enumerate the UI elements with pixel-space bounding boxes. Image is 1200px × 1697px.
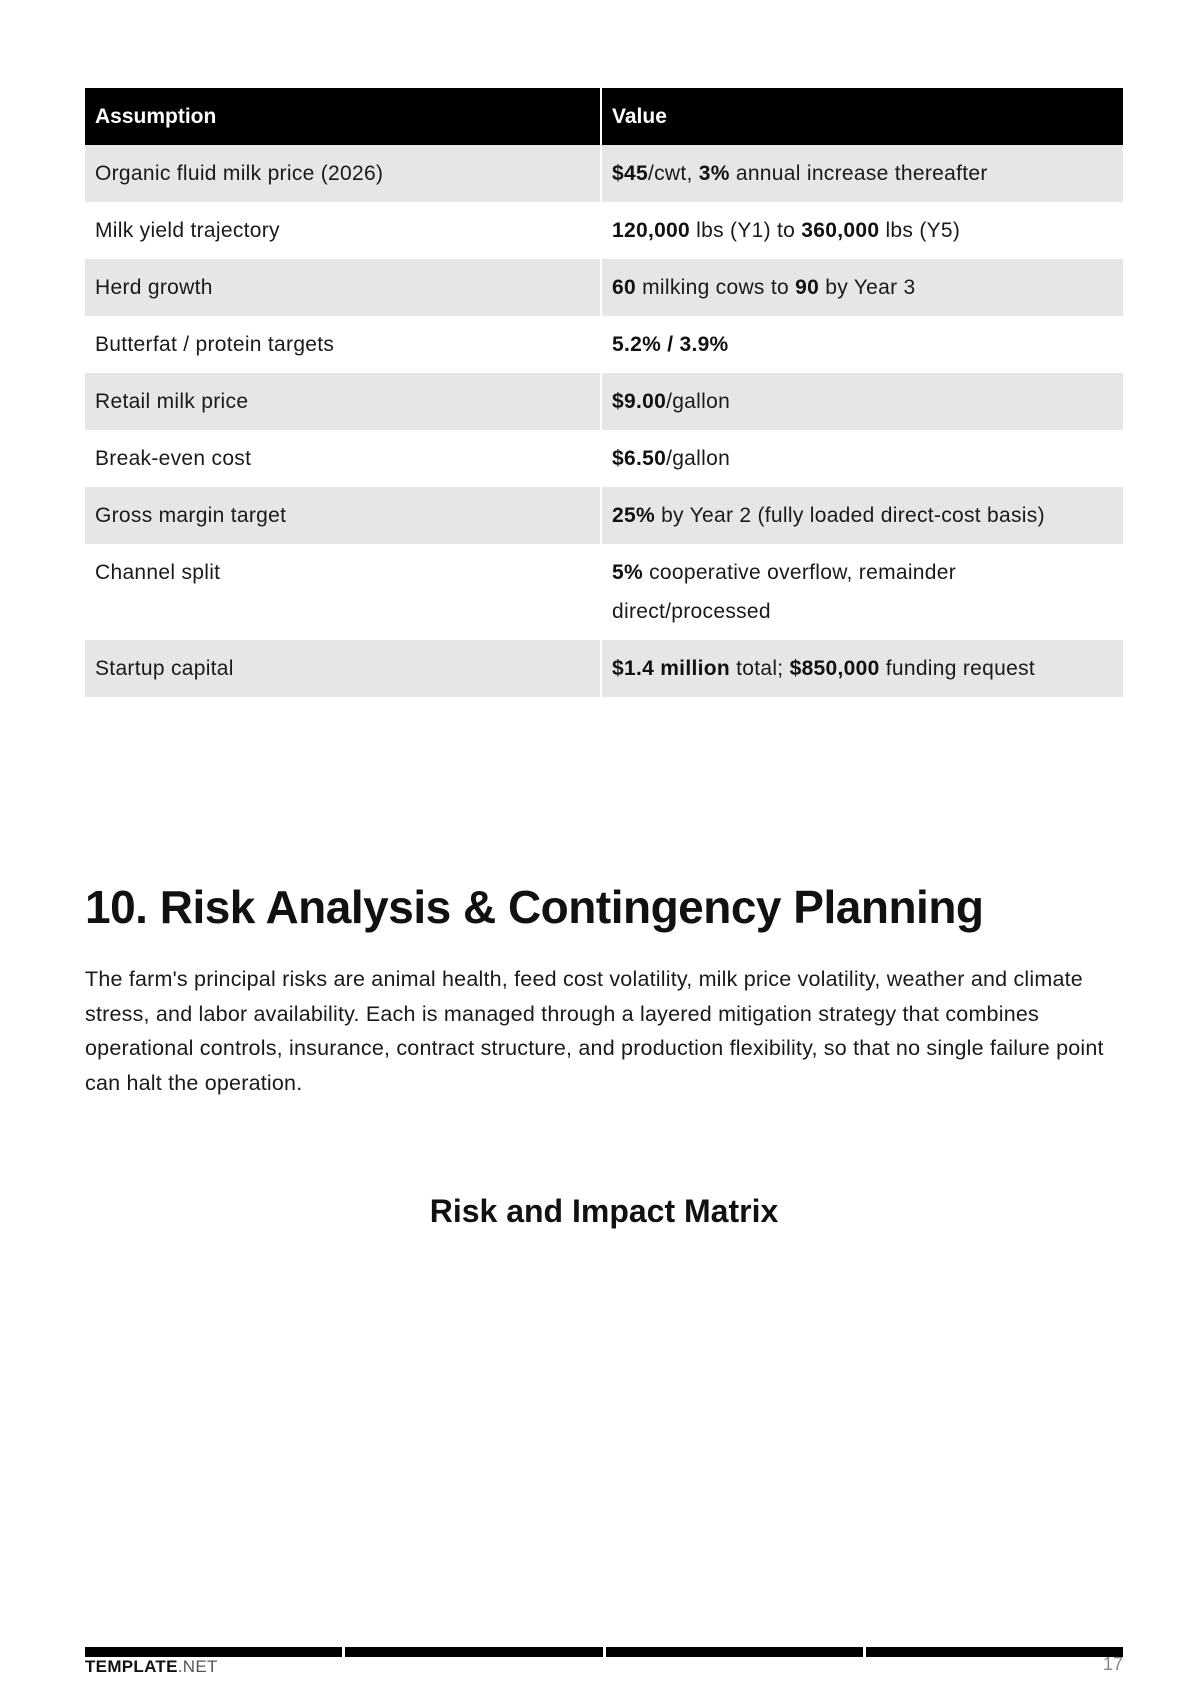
assumptions-table — [85, 88, 1123, 697]
table-row — [85, 259, 1123, 316]
table-body — [85, 145, 1123, 697]
value-cell — [602, 259, 1123, 316]
value-highlight: 5% — [612, 561, 643, 584]
value-highlight: 3% — [698, 162, 730, 185]
value-highlight: $9.00 — [612, 390, 667, 413]
value-cell — [602, 544, 1123, 640]
value-text: /gallon — [666, 447, 731, 470]
footer-divider-segment — [85, 1647, 342, 1657]
value-highlight: 90 — [795, 276, 820, 299]
section-body: The farm's principal risks are animal health, feed cost volatility, milk price volatility, weather and climate stress, and labor availability. Each is managed through a layered mitigation strategy that combines operational controls, insurance, contract structure, and production flexibility, so that no single failure point can halt the operation. — [85, 967, 1104, 1095]
value-highlight: 120,000 — [612, 219, 691, 242]
value-text: milking cows to — [635, 276, 796, 299]
value-text: cooperative overflow, remainder direct/processed — [612, 561, 957, 623]
footer-brand-logo — [85, 1657, 218, 1677]
table-row — [85, 487, 1123, 544]
value-highlight: 60 — [612, 276, 636, 299]
page-number: 17 — [1102, 1654, 1123, 1674]
assumption-cell: Break-even cost — [85, 430, 602, 487]
value-cell — [602, 145, 1123, 202]
brand-suffix: .NET — [177, 1657, 218, 1676]
section-title: 10. Risk Analysis & Contingency Planning — [85, 881, 984, 933]
table-row — [85, 640, 1123, 697]
column-header-value: Value — [602, 88, 1123, 145]
value-highlight: 360,000 — [801, 219, 880, 242]
value-cell — [602, 640, 1123, 697]
value-highlight: $850,000 — [789, 657, 880, 680]
column-header-assumption: Assumption — [85, 88, 602, 145]
value-text: funding request — [879, 657, 1036, 680]
value-text: /cwt, — [647, 162, 699, 185]
matrix-title: Risk and Impact Matrix — [429, 1193, 779, 1229]
footer-divider — [85, 1647, 1123, 1657]
brand-name: TEMPLATE — [85, 1657, 178, 1676]
value-text: /gallon — [666, 390, 731, 413]
assumption-cell: Milk yield trajectory — [85, 202, 602, 259]
value-highlight: 5.2% / 3.9% — [612, 333, 729, 356]
value-text: by Year 2 (fully loaded direct-cost basis) — [654, 504, 1045, 527]
value-cell — [602, 202, 1123, 259]
assumption-cell: Channel split — [85, 544, 602, 640]
footer-divider-segment — [606, 1647, 863, 1657]
table-row — [85, 373, 1123, 430]
value-cell — [602, 316, 1123, 373]
value-cell — [602, 373, 1123, 430]
assumption-cell: Herd growth — [85, 259, 602, 316]
table-row — [85, 430, 1123, 487]
value-text: lbs (Y5) — [879, 219, 961, 242]
table-row — [85, 544, 1123, 640]
value-text: annual increase thereafter — [729, 162, 988, 185]
assumption-cell: Startup capital — [85, 640, 602, 697]
table-row — [85, 145, 1123, 202]
value-highlight: $1.4 million — [612, 657, 730, 680]
footer-divider-segment — [866, 1647, 1123, 1657]
table-header-row — [85, 88, 1123, 145]
assumption-cell: Gross margin target — [85, 487, 602, 544]
value-cell — [602, 487, 1123, 544]
value-highlight: $45 — [612, 162, 648, 185]
footer-divider-segment — [345, 1647, 602, 1657]
table-row — [85, 202, 1123, 259]
assumption-cell: Retail milk price — [85, 373, 602, 430]
assumption-cell: Butterfat / protein targets — [85, 316, 602, 373]
value-text: by Year 3 — [819, 276, 916, 299]
table-row — [85, 316, 1123, 373]
value-highlight: $6.50 — [612, 447, 667, 470]
value-cell — [602, 430, 1123, 487]
assumption-cell: Organic fluid milk price (2026) — [85, 145, 602, 202]
value-highlight: 25% — [612, 504, 655, 527]
value-text: lbs (Y1) to — [690, 219, 802, 242]
value-text: total; — [729, 657, 790, 680]
